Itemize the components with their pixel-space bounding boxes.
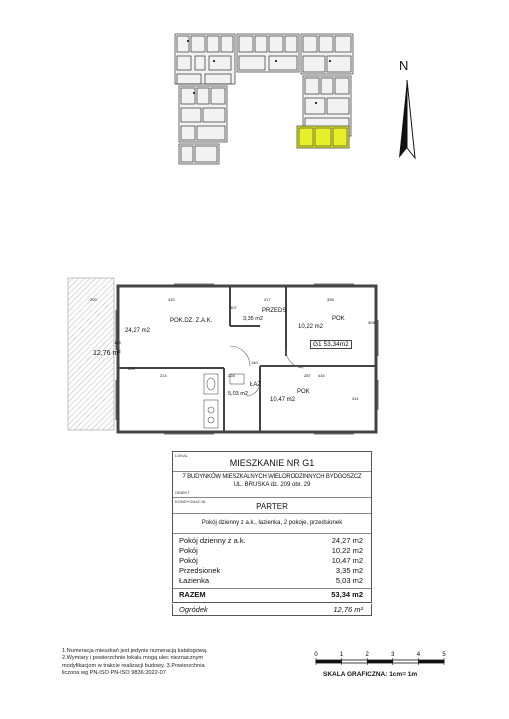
dimension-241: 241 <box>352 396 359 401</box>
dimension-287: 287 <box>304 373 311 378</box>
title-row <box>173 452 371 472</box>
room-label-4: Przedsionek <box>179 566 221 575</box>
hall-area: 3,35 m2 <box>243 316 263 322</box>
living-room-area: 24,27 m2 <box>125 328 151 334</box>
room-value-4: 3,35 m2 <box>335 566 363 575</box>
living-room-name: POK.DZ. Z.A.K. <box>170 318 213 324</box>
note-line-3: modyfikacjom w trakcie realizacji budowy. 3.Powierzchnia <box>62 662 205 669</box>
total-value: 53,34 m2 <box>331 590 363 599</box>
apartment-info-box <box>172 451 372 603</box>
object-line-2: UL. BRUSKA dz. 209 obr. 29 <box>233 482 311 488</box>
dimension-140: 140 <box>251 360 258 365</box>
scale-tick-1: 1 <box>339 652 344 658</box>
room-list <box>173 534 371 588</box>
dimension-434: 434 <box>318 373 325 378</box>
dimension-214: 214 <box>160 373 167 378</box>
dimension-226: 226 <box>128 366 135 371</box>
total-divider <box>173 588 371 589</box>
room-value-5: 5,03 m2 <box>335 576 363 585</box>
dimension-432: 432 <box>168 297 175 302</box>
description: Pokój dzienny z a.k., łazienka, 2 pokoje, przedsionek <box>201 520 343 526</box>
dimension-305: 305 <box>368 320 375 325</box>
room1-name: POK <box>332 316 345 322</box>
scale-tick-5: 5 <box>442 652 446 658</box>
site-plan <box>165 30 365 180</box>
room-value-3: 10,47 m2 <box>331 556 363 565</box>
dimension-217: 217 <box>264 297 271 302</box>
garden-value: 12,76 m² <box>333 605 363 614</box>
bath-area: 5,03 m2 <box>228 391 248 397</box>
garden-label: Ogródek <box>179 605 208 614</box>
scale-tick-0: 0 <box>314 652 318 658</box>
scale-bar <box>312 648 452 688</box>
room-value-2: 10,22 m2 <box>331 546 363 555</box>
apartment-badge: G1 53,34m2 <box>310 340 352 349</box>
scale-tick-4: 4 <box>416 652 421 658</box>
room-label-3: Pokój <box>179 556 198 565</box>
dimension-200: 200 <box>90 297 97 302</box>
floor-plan <box>64 270 394 446</box>
object-row <box>173 472 371 498</box>
notes <box>62 648 252 677</box>
room-value-1: 24,27 m2 <box>331 536 363 545</box>
dimension-183: 183 <box>114 340 121 345</box>
dimension-507: 507 <box>230 305 237 310</box>
room-label-2: Pokój <box>179 546 198 555</box>
scale-tick-3: 3 <box>391 652 395 658</box>
hall-name: PRZEDS <box>262 308 287 314</box>
total-label: RAZEM <box>179 590 206 599</box>
floor-row <box>173 498 371 514</box>
room2-area: 10,47 m2 <box>270 397 296 403</box>
scale-tick-2: 2 <box>365 652 369 658</box>
room2-name: POK <box>297 389 310 395</box>
floor-name: PARTER <box>256 502 288 511</box>
note-line-2: 2.Wymiary i powierzchnie lokalu mogą ulec nieznacznym <box>62 655 204 662</box>
north-arrow-icon <box>395 58 419 178</box>
apartment-title: MIESZKANIE NR G1 <box>229 458 315 468</box>
kondygnacja-label: KONDYGNACJA <box>175 499 206 504</box>
lokal-label: LOKAL <box>175 453 188 458</box>
room-label-1: Pokój dzienny z a.k. <box>179 536 246 545</box>
room-label-5: Łazienka <box>179 576 210 585</box>
object-line-1: 7 BUDYNKÓW MIESZKALNYCH WIELORODZINNYCH BYDGOSZCZ <box>182 474 362 480</box>
note-line-4: liczona wg PN-ISO PN-ISO 9836:2022-07 <box>62 669 166 676</box>
description-row <box>173 514 371 534</box>
dimension-228: 228 <box>228 373 235 378</box>
note-line-1: 1.Numeracja mieszkań jest jedynie numeracją katalogową. <box>62 648 208 654</box>
north-label: N <box>399 58 409 73</box>
dimension-335: 335 <box>327 297 334 302</box>
garden-row <box>172 604 372 616</box>
bath-name: ŁAZ <box>250 382 262 388</box>
scale-label: SKALA GRAFICZNA: 1cm= 1m <box>323 671 418 678</box>
room1-area: 10,22 m2 <box>298 324 324 330</box>
garden-area-label: 12,76 m² <box>93 350 121 357</box>
obiekt-label: OBIEKT <box>175 490 190 495</box>
